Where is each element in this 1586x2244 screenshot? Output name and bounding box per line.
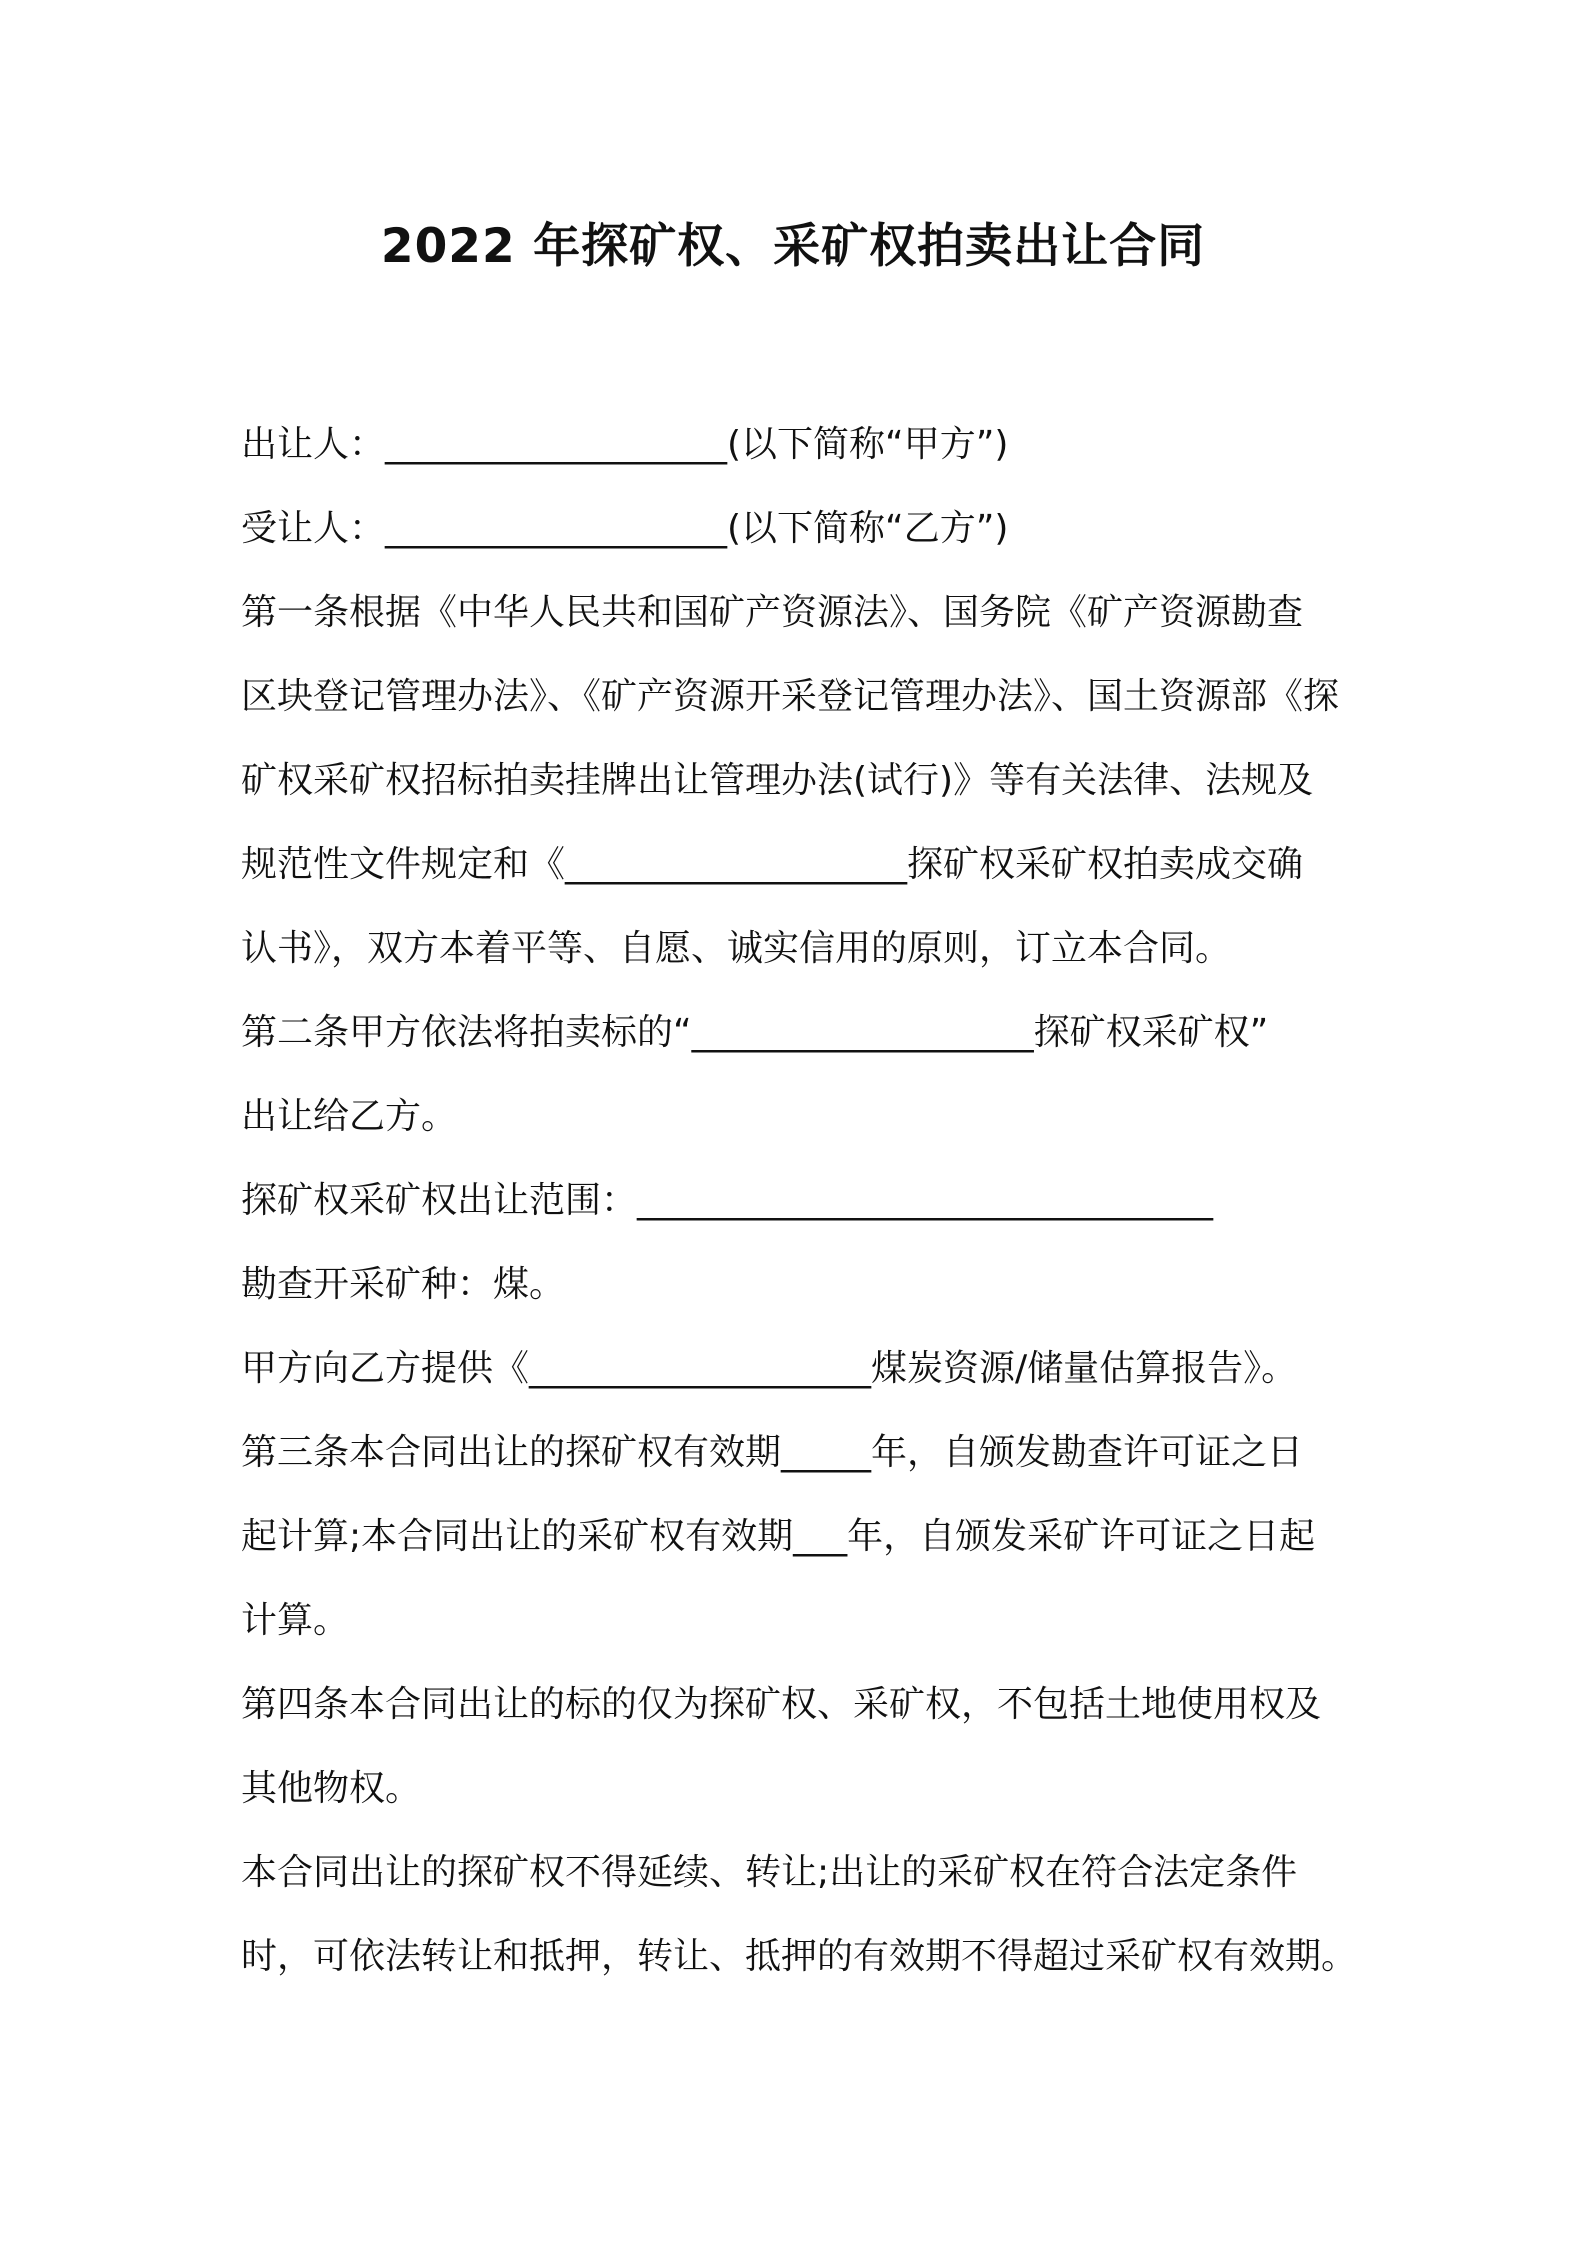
article-3-line-1: 第三条本合同出让的探矿权有效期_____年，自颁发勘查许可证之日 xyxy=(241,1432,1304,1473)
article-2-line-2: 出让给乙方。 xyxy=(241,1096,458,1137)
article-1-line-4: 规范性文件规定和《___________________探矿权采矿权拍卖成交确 xyxy=(241,844,1304,885)
document-title: 2022 年探矿权、采矿权拍卖出让合同 xyxy=(380,219,1206,274)
seller-line: 出让人：___________________(以下简称“甲方”) xyxy=(241,424,1009,465)
article-3-line-2: 起计算;本合同出让的采矿权有效期___年，自颁发采矿许可证之日起 xyxy=(241,1516,1316,1557)
article-1-line-2: 区块登记管理办法》、《矿产资源开采登记管理办法》、国土资源部《探 xyxy=(241,676,1340,717)
document-body xyxy=(241,403,1359,1999)
transfer-rule-line-1: 本合同出让的探矿权不得延续、转让;出让的采矿权在符合法定条件 xyxy=(241,1852,1298,1893)
article-4-line-1: 第四条本合同出让的标的仅为探矿权、采矿权，不包括土地使用权及 xyxy=(241,1684,1322,1725)
article-1-line-1: 第一条根据《中华人民共和国矿产资源法》、国务院《矿产资源勘查 xyxy=(241,592,1304,633)
article-4-line-2: 其他物权。 xyxy=(241,1768,422,1809)
report-line: 甲方向乙方提供《___________________煤炭资源/储量估算报告》。 xyxy=(241,1348,1298,1389)
article-2-line-1: 第二条甲方依法将拍卖标的“___________________探矿权采矿权” xyxy=(241,1012,1269,1053)
article-1-line-5: 认书》，双方本着平等、自愿、诚实信用的原则，订立本合同。 xyxy=(241,928,1232,969)
article-1-line-3: 矿权采矿权招标拍卖挂牌出让管理办法(试行)》等有关法律、法规及 xyxy=(241,760,1314,801)
transfer-rule-line-2: 时，可依法转让和抵押，转让、抵押的有效期不得超过采矿权有效期。 xyxy=(241,1936,1358,1977)
article-3-line-3: 计算。 xyxy=(241,1600,350,1641)
transfer-scope-line: 探矿权采矿权出让范围：________________________________ xyxy=(241,1180,1214,1221)
buyer-line: 受让人：___________________(以下简称“乙方”) xyxy=(241,508,1009,549)
mineral-type-line: 勘查开采矿种：煤。 xyxy=(241,1264,566,1305)
